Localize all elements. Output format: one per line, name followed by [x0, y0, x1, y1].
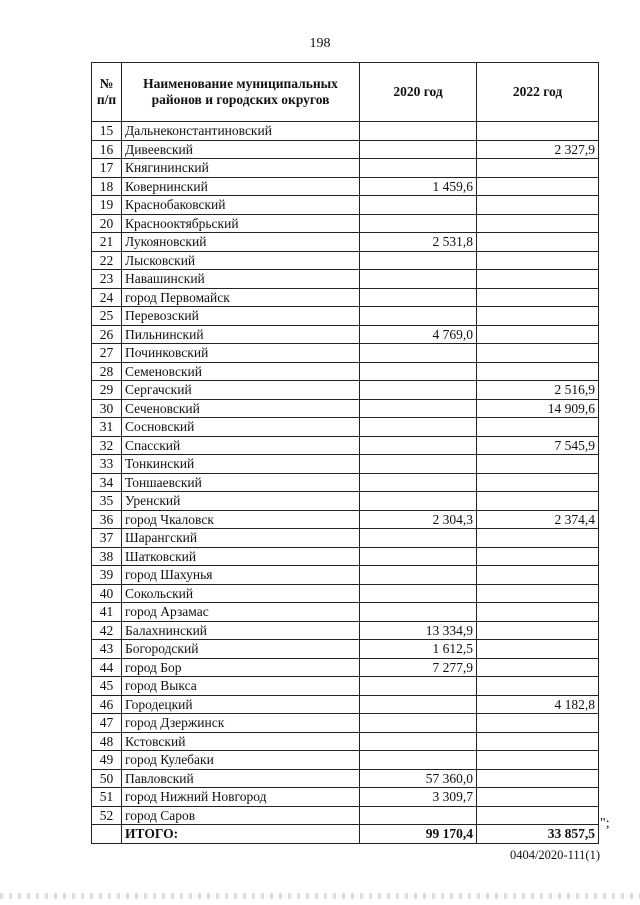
table-row [92, 566, 599, 585]
value-2020 [360, 418, 477, 437]
value-2020: 99 170,4 [360, 825, 477, 844]
table-row [92, 381, 599, 400]
row-number: 35 [92, 492, 122, 511]
row-number: 19 [92, 196, 122, 215]
district-name: Лукояновский [122, 233, 360, 252]
value-2022 [477, 732, 599, 751]
district-name: Сергачский [122, 381, 360, 400]
row-number: 20 [92, 214, 122, 233]
table-row [92, 529, 599, 548]
value-2020 [360, 806, 477, 825]
row-number: 31 [92, 418, 122, 437]
value-2020 [360, 307, 477, 326]
value-2020 [360, 547, 477, 566]
value-2022 [477, 325, 599, 344]
district-name: Тоншаевский [122, 473, 360, 492]
district-name: Краснобаковский [122, 196, 360, 215]
district-name: Краснооктябрьский [122, 214, 360, 233]
table-row [92, 196, 599, 215]
value-2022 [477, 658, 599, 677]
district-name: город Шахунья [122, 566, 360, 585]
district-name: город Первомайск [122, 288, 360, 307]
table-row [92, 288, 599, 307]
value-2020 [360, 288, 477, 307]
value-2022: 33 857,5 [477, 825, 599, 844]
row-number: 51 [92, 788, 122, 807]
district-name: город Саров [122, 806, 360, 825]
row-number: 44 [92, 658, 122, 677]
table-row [92, 214, 599, 233]
value-2022: 2 327,9 [477, 140, 599, 159]
value-2020 [360, 251, 477, 270]
row-number: 43 [92, 640, 122, 659]
value-2022 [477, 418, 599, 437]
value-2020: 4 769,0 [360, 325, 477, 344]
value-2022 [477, 788, 599, 807]
district-name: Сеченовский [122, 399, 360, 418]
value-2022 [477, 307, 599, 326]
row-number: 52 [92, 806, 122, 825]
value-2022 [477, 177, 599, 196]
district-name: Городецкий [122, 695, 360, 714]
row-number: 48 [92, 732, 122, 751]
table-row [92, 307, 599, 326]
value-2022: 4 182,8 [477, 695, 599, 714]
value-2020 [360, 436, 477, 455]
value-2020: 1 459,6 [360, 177, 477, 196]
district-name: Шарангский [122, 529, 360, 548]
row-number: 18 [92, 177, 122, 196]
table-row [92, 640, 599, 659]
table-row [92, 510, 599, 529]
district-name: Ковернинский [122, 177, 360, 196]
district-name: Сокольский [122, 584, 360, 603]
table-row [92, 732, 599, 751]
table-row [92, 140, 599, 159]
district-name: Спасский [122, 436, 360, 455]
table-row [92, 751, 599, 770]
table-row [92, 251, 599, 270]
table-body [92, 122, 599, 844]
value-2022 [477, 603, 599, 622]
table-row [92, 122, 599, 141]
row-number: 40 [92, 584, 122, 603]
row-number: 17 [92, 159, 122, 178]
value-2020: 57 360,0 [360, 769, 477, 788]
district-name: Сосновский [122, 418, 360, 437]
value-2020 [360, 751, 477, 770]
value-2020 [360, 584, 477, 603]
row-number: 32 [92, 436, 122, 455]
row-number: 23 [92, 270, 122, 289]
row-number: 22 [92, 251, 122, 270]
district-name: Балахнинский [122, 621, 360, 640]
closing-mark: "; [600, 816, 610, 831]
district-name: город Кулебаки [122, 751, 360, 770]
district-name: Тонкинский [122, 455, 360, 474]
value-2022 [477, 473, 599, 492]
district-name: ИТОГО: [122, 825, 360, 844]
row-number: 21 [92, 233, 122, 252]
value-2020 [360, 566, 477, 585]
row-number: 33 [92, 455, 122, 474]
district-name: город Дзержинск [122, 714, 360, 733]
value-2022 [477, 362, 599, 381]
value-2022: 7 545,9 [477, 436, 599, 455]
table-row [92, 344, 599, 363]
value-2022 [477, 492, 599, 511]
table-row [92, 362, 599, 381]
value-2020 [360, 196, 477, 215]
table-row [92, 418, 599, 437]
document-code: 0404/2020-111(1) [509, 848, 600, 862]
value-2020 [360, 473, 477, 492]
row-number: 38 [92, 547, 122, 566]
header-name: Наименование муниципальных районов и городских округов [122, 63, 360, 122]
district-name: город Арзамас [122, 603, 360, 622]
district-name: Шатковский [122, 547, 360, 566]
district-name: город Нижний Новгород [122, 788, 360, 807]
value-2020 [360, 455, 477, 474]
row-number: 16 [92, 140, 122, 159]
district-name: Пильнинский [122, 325, 360, 344]
table-row [92, 233, 599, 252]
table-row [92, 621, 599, 640]
row-number: 28 [92, 362, 122, 381]
value-2022 [477, 529, 599, 548]
table-row [92, 788, 599, 807]
table-row [92, 455, 599, 474]
value-2020 [360, 344, 477, 363]
row-number: 37 [92, 529, 122, 548]
value-2022 [477, 677, 599, 696]
table-row [92, 177, 599, 196]
table-row [92, 399, 599, 418]
row-number [92, 825, 122, 844]
row-number: 26 [92, 325, 122, 344]
district-name: Павловский [122, 769, 360, 788]
row-number: 47 [92, 714, 122, 733]
district-name: Уренский [122, 492, 360, 511]
row-number: 24 [92, 288, 122, 307]
value-2022 [477, 344, 599, 363]
row-number: 34 [92, 473, 122, 492]
value-2020 [360, 381, 477, 400]
table-row [92, 436, 599, 455]
district-name: город Бор [122, 658, 360, 677]
district-name: Богородский [122, 640, 360, 659]
value-2022 [477, 270, 599, 289]
value-2022 [477, 251, 599, 270]
value-2020: 2 531,8 [360, 233, 477, 252]
value-2020 [360, 214, 477, 233]
table-row [92, 769, 599, 788]
value-2020: 1 612,5 [360, 640, 477, 659]
page-number: 198 [309, 36, 331, 51]
value-2020: 3 309,7 [360, 788, 477, 807]
budget-table [91, 62, 599, 844]
value-2022 [477, 806, 599, 825]
row-number: 36 [92, 510, 122, 529]
value-2022 [477, 288, 599, 307]
value-2020 [360, 714, 477, 733]
value-2020 [360, 159, 477, 178]
header-num: № п/п [92, 63, 122, 122]
value-2022 [477, 584, 599, 603]
value-2022: 14 909,6 [477, 399, 599, 418]
table-row [92, 473, 599, 492]
table-row [92, 677, 599, 696]
table-row [92, 584, 599, 603]
row-number: 50 [92, 769, 122, 788]
district-name: Починковский [122, 344, 360, 363]
value-2020: 7 277,9 [360, 658, 477, 677]
district-name: Навашинский [122, 270, 360, 289]
table-row [92, 714, 599, 733]
value-2022 [477, 233, 599, 252]
header-2022: 2022 год [477, 63, 599, 122]
district-name: Кстовский [122, 732, 360, 751]
value-2020: 13 334,9 [360, 621, 477, 640]
row-number: 15 [92, 122, 122, 141]
value-2022 [477, 566, 599, 585]
value-2020 [360, 732, 477, 751]
district-name: город Выкса [122, 677, 360, 696]
value-2022 [477, 714, 599, 733]
table-header-row [92, 63, 599, 122]
scan-edge-noise [0, 893, 640, 899]
value-2020 [360, 492, 477, 511]
value-2022 [477, 159, 599, 178]
table-row [92, 603, 599, 622]
value-2020 [360, 529, 477, 548]
district-name: Лысковский [122, 251, 360, 270]
value-2022 [477, 751, 599, 770]
table-row [92, 547, 599, 566]
row-number: 25 [92, 307, 122, 326]
value-2020 [360, 140, 477, 159]
row-number: 30 [92, 399, 122, 418]
district-name: Дивеевский [122, 140, 360, 159]
value-2022: 2 374,4 [477, 510, 599, 529]
value-2020 [360, 270, 477, 289]
value-2020 [360, 677, 477, 696]
district-name: город Чкаловск [122, 510, 360, 529]
row-number: 27 [92, 344, 122, 363]
district-name: Дальнеконстантиновский [122, 122, 360, 141]
value-2022 [477, 640, 599, 659]
value-2020: 2 304,3 [360, 510, 477, 529]
value-2020 [360, 399, 477, 418]
row-number: 29 [92, 381, 122, 400]
row-number: 41 [92, 603, 122, 622]
value-2022 [477, 196, 599, 215]
value-2020 [360, 603, 477, 622]
value-2020 [360, 695, 477, 714]
table-row [92, 806, 599, 825]
row-number: 46 [92, 695, 122, 714]
value-2020 [360, 362, 477, 381]
header-2020: 2020 год [360, 63, 477, 122]
value-2020 [360, 122, 477, 141]
value-2022: 2 516,9 [477, 381, 599, 400]
value-2022 [477, 621, 599, 640]
value-2022 [477, 547, 599, 566]
row-number: 42 [92, 621, 122, 640]
value-2022 [477, 455, 599, 474]
row-number: 45 [92, 677, 122, 696]
district-name: Семеновский [122, 362, 360, 381]
table-row [92, 270, 599, 289]
district-name: Перевозский [122, 307, 360, 326]
total-row [92, 825, 599, 844]
row-number: 49 [92, 751, 122, 770]
value-2022 [477, 214, 599, 233]
table-row [92, 159, 599, 178]
row-number: 39 [92, 566, 122, 585]
table-row [92, 658, 599, 677]
table-row [92, 325, 599, 344]
value-2022 [477, 769, 599, 788]
value-2022 [477, 122, 599, 141]
table-row [92, 695, 599, 714]
district-name: Княгининский [122, 159, 360, 178]
table-row [92, 492, 599, 511]
